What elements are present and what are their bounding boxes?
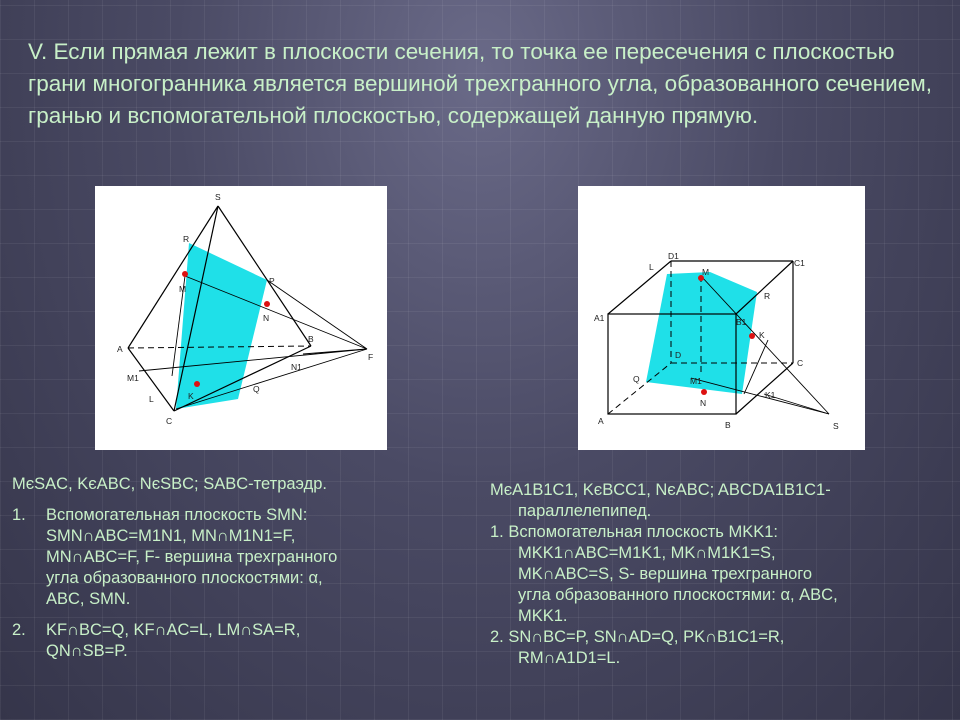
step-number: 2. [12,621,26,639]
label-S: S [215,192,221,202]
label-C: C [166,416,173,426]
step-line: SMN∩ABC=M1N1, MN∩M1N1=F, [46,527,296,545]
step-2-head: 2. SN∩BC=P, SN∩AD=Q, PK∩B1C1=R, [490,628,785,646]
parallelepiped-diagram [578,186,865,450]
step-line: MN∩ABC=F, F- вершина трехгранного [46,548,338,566]
step-2-text [38,620,452,662]
label-M: M [179,284,187,294]
label-A1: A1 [594,313,605,323]
label-M: M [702,267,710,277]
label-D1: D1 [668,251,679,261]
conditions-line: параллелепипед. [518,502,652,520]
tetrahedron-explanation [12,474,452,662]
step-line: MKK1. [518,607,568,625]
step-line: KF∩BC=Q, KF∩AC=L, LM∩SA=R, [46,621,301,639]
label-S: S [833,421,839,431]
step-line: QN∩SB=P. [46,642,128,660]
step-1-head: 1. Вспомогательная плоскость MKK1: [490,523,778,541]
label-A: A [117,344,123,354]
step-line: угла образованного плоскостями: α, [46,569,323,587]
label-A: A [598,416,604,426]
slide-title: V. Если прямая лежит в плоскости сечения, то точка ее пересечения с плоскостью грани многогранника является вершиной трехгранного угла, образованного сечением, гранью и вспомогательной плоскостью, содержащей данную прямую. [28,39,932,128]
label-K: K [188,391,194,401]
label-K: K [759,330,765,340]
conditions-line: MєA1B1C1, KєBCC1, NєABC; ABCDA1B1C1- [490,481,831,499]
label-K1: K1 [765,390,776,400]
label-N: N [263,313,270,323]
label-D: D [675,350,682,360]
label-L: L [149,394,154,404]
step-line: MK∩ABC=S, S- вершина трехгранного [518,565,813,583]
step-2 [12,620,452,662]
step-line: RM∩A1D1=L. [518,649,621,667]
label-F: F [368,352,374,362]
step-1-text [490,543,950,627]
conditions-line: MєSAC, KєABC, NєSBC; SABC-тетраэдр. [12,475,327,493]
label-R: R [183,234,190,244]
label-B: B [725,420,731,430]
step-line: MKK1∩ABC=M1K1, MK∩M1K1=S, [518,544,776,562]
label-B: B [308,334,314,344]
label-R: R [764,291,771,301]
step-line: Вспомогательная плоскость SMN: [46,506,308,524]
label-B1: B1 [736,317,747,327]
label-L: L [649,262,654,272]
step-line: угла образованного плоскостями: α, ABC, [518,586,838,604]
label-P: P [269,276,275,286]
label-C1: C1 [794,258,805,268]
label-N1: N1 [291,362,302,372]
label-C: C [797,358,804,368]
label-Q: Q [633,374,640,384]
tetrahedron-diagram [95,186,387,450]
label-M1: M1 [690,376,702,386]
label-Q: Q [253,384,260,394]
step-2-text [490,648,950,669]
step-1 [12,505,452,610]
label-M1: M1 [127,373,139,383]
label-N: N [700,398,707,408]
tetrahedron-figure [95,186,387,450]
step-line: ABC, SMN. [46,590,131,608]
parallelepiped-figure [578,186,865,450]
parallelepiped-explanation [490,480,950,669]
step-number: 1. [12,506,26,524]
step-1-text [38,505,452,610]
